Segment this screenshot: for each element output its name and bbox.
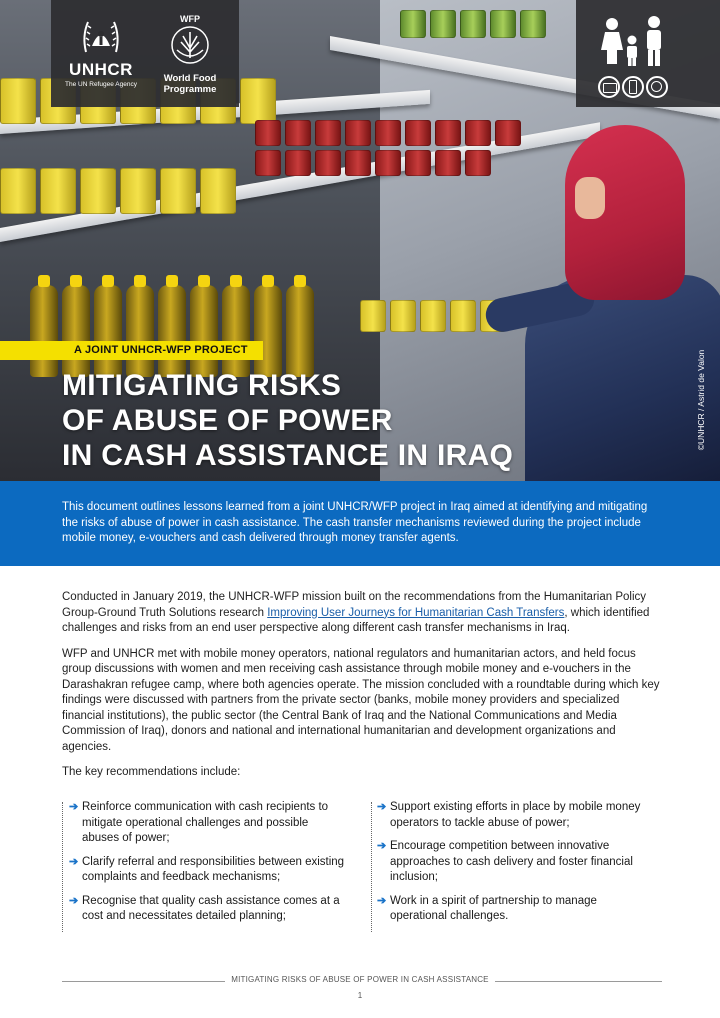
program-icons (576, 0, 720, 107)
wfp-acronym: WFP (180, 14, 200, 24)
partner-logos (51, 0, 239, 107)
list-item-text: Support existing efforts in place by mobile money operators to tackle abuse of power; (390, 801, 641, 829)
arrow-right-icon: ➔ (377, 894, 387, 907)
arrow-right-icon: ➔ (69, 855, 79, 868)
cash-icon (646, 76, 668, 98)
paragraph-mission-end: , which identified challenges and risks from an end user perspective along different cash transfer mechanisms in Iraq. (62, 606, 650, 634)
list-item-text: Encourage competition between innovative approaches to cash delivery and foster financial inclusion; (390, 840, 633, 883)
title-line-3: IN CASH ASSISTANCE IN IRAQ (62, 439, 514, 472)
shelf-cans-red (255, 120, 521, 146)
paragraph-mission (62, 590, 662, 637)
intro-text: This document outlines lessons learned from a joint UNHCR/WFP project in Iraq aimed at identifying and mitigating the risks of abuse of power in cash assistance. The cash transfer mechanisms reviewed during the project include mobile money, e-vouchers and cash delivered through money transfer agents. (62, 501, 648, 544)
arrow-right-icon: ➔ (377, 801, 387, 813)
unhcr-wordmark: UNHCR (69, 60, 133, 79)
page-title (62, 368, 513, 473)
recommendations-intro: The key recommendations include: (62, 766, 241, 778)
paragraph-consultations: WFP and UNHCR met with mobile money operators, national regulators and humanitarian actors, and held focus group discussions with women and men receiving cash assistance through mobile money and e-vouchers in the Darashakran refugee camp, where both agencies operate. The mission concluded with a roundtable during which key findings were discussed with partners from the private sector (banks, mobile money providers and specialized financial institutions), the public sector (the Central Bank of Iraq and the National Communications and Media Commission of Iraq), donors and national and international humanitarian and development organizations and agencies. (62, 647, 660, 753)
list-item (374, 800, 654, 831)
list-item (374, 894, 654, 925)
shopper-figure (505, 125, 720, 481)
shelf-cans-red (255, 150, 491, 176)
unhcr-tagline: The UN Refugee Agency (65, 81, 137, 88)
recommendations-right (374, 800, 654, 933)
kicker-text: A JOINT UNHCR-WFP PROJECT (74, 344, 248, 356)
footer (0, 975, 720, 984)
project-kicker (0, 341, 263, 360)
research-link[interactable]: Improving User Journeys for Humanitarian Cash Transfers (267, 606, 565, 619)
shelf-jars-middle (0, 168, 236, 214)
title-line-1: MITIGATING RISKS (62, 369, 342, 402)
shelf-bottles (30, 285, 314, 377)
wfp-logo (155, 14, 225, 95)
divider (371, 802, 372, 932)
arrow-right-icon: ➔ (377, 840, 387, 852)
wfp-wordmark: World Food Programme (163, 73, 217, 95)
page-number: 1 (357, 991, 363, 1000)
running-title: MITIGATING RISKS OF ABUSE OF POWER IN CASH ASSISTANCE (225, 975, 494, 984)
arrow-right-icon: ➔ (69, 801, 79, 813)
card-icon (598, 76, 620, 98)
list-item-text: Clarify referral and responsibilities between existing complaints and feedback mechanisms; (82, 855, 345, 883)
list-item-text: Reinforce communication with cash recipients to mitigate operational challenges and possible abuses of power; (82, 801, 329, 844)
photo-credit: ©UNHCR / Astrid de Valon (696, 349, 706, 451)
list-item (66, 894, 346, 925)
title-line-2: OF ABUSE OF POWER (62, 404, 393, 437)
shelf-jars-bottom (360, 300, 506, 332)
unhcr-logo (61, 16, 141, 88)
recommendations-left (66, 800, 346, 933)
arrow-right-icon: ➔ (69, 894, 79, 907)
list-item-text: Work in a spirit of partnership to manage operational challenges. (390, 894, 597, 922)
wfp-emblem-icon (169, 24, 211, 66)
intro-band (0, 481, 720, 566)
mobile-phone-icon (622, 76, 644, 98)
recommendations (62, 800, 662, 940)
list-item-text: Recognise that quality cash assistance comes at a cost and necessitates detailed planning; (82, 894, 340, 922)
list-item (374, 839, 654, 886)
divider (62, 802, 63, 932)
body-text (62, 590, 662, 791)
unhcr-emblem-icon (80, 16, 122, 56)
list-item (66, 855, 346, 886)
paragraph-mission-start: Conducted in January 2019, the UNHCR-WFP mission built on the recommendations from the Humanitarian Policy Group-Ground Truth Solutions research (62, 591, 646, 619)
list-item (66, 800, 346, 847)
shelf-cans-green (400, 10, 546, 38)
